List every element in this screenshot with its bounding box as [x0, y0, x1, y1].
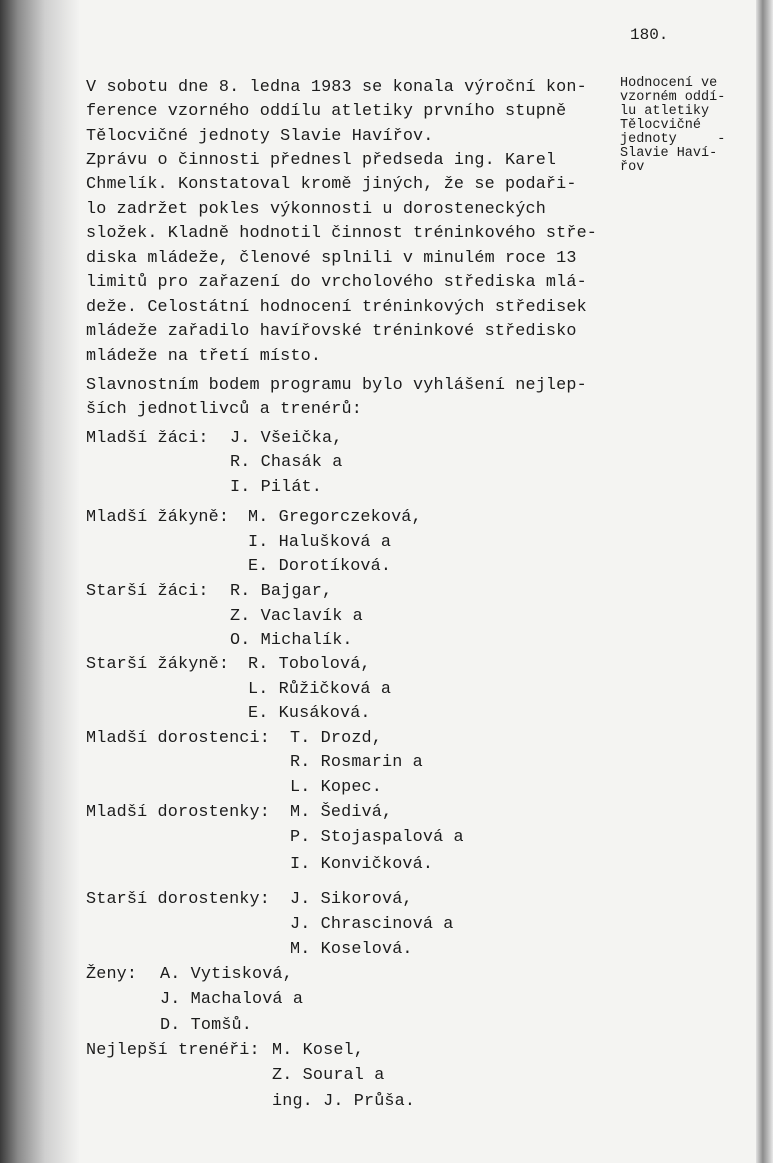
- body-line: deže. Celostátní hodnocení tréninkových středisek: [86, 298, 587, 317]
- award-name: R. Bajgar,: [230, 582, 333, 601]
- body-line: diska mládeže, členové splnili v minulém roce 13: [86, 249, 577, 268]
- award-name: E. Kusáková.: [248, 704, 371, 723]
- margin-note-line: Tělocvičné: [620, 118, 702, 133]
- award-category: Starší žákyně:: [86, 655, 230, 674]
- body-line: Zprávu o činnosti přednesl předseda ing. Karel: [86, 151, 557, 170]
- award-category: Mladší žáci:: [86, 429, 209, 448]
- award-name: M. Koselová.: [290, 940, 413, 959]
- award-name: I. Konvičková.: [290, 855, 434, 874]
- award-name: D. Tomšů.: [160, 1016, 252, 1035]
- award-name: L. Kopec.: [290, 778, 382, 797]
- body-line: mládeže na třetí místo.: [86, 347, 322, 366]
- body-line: V sobotu dne 8. ledna 1983 se konala výroční kon-: [86, 78, 587, 97]
- margin-note-line: Slavie Haví-: [620, 146, 718, 161]
- page-number: 180.: [630, 26, 669, 44]
- award-name: E. Dorotíková.: [248, 557, 392, 576]
- body-line: ších jednotlivců a trenérů:: [86, 400, 362, 419]
- award-name: I. Halušková a: [248, 533, 392, 552]
- margin-note-line: Hodnocení ve: [620, 76, 718, 91]
- award-name: M. Kosel,: [272, 1041, 364, 1060]
- award-category: Mladší dorostenky:: [86, 803, 270, 822]
- award-name: R. Tobolová,: [248, 655, 371, 674]
- body-line: Tělocvičné jednoty Slavie Havířov.: [86, 127, 434, 146]
- award-name: J. Sikorová,: [290, 890, 413, 909]
- body-line: ference vzorného oddílu atletiky prvního stupně: [86, 102, 567, 121]
- award-name: M. Gregorczeková,: [248, 508, 422, 527]
- body-line: lo zadržet pokles výkonnosti u dorosteneckých: [86, 200, 546, 219]
- body-line: Chmelík. Konstatoval kromě jiných, že se podaři-: [86, 175, 577, 194]
- margin-note-line: jednoty -: [620, 132, 726, 147]
- award-name: J. Všeička,: [230, 429, 343, 448]
- award-name: O. Michalík.: [230, 631, 353, 650]
- award-name: R. Rosmarin a: [290, 753, 423, 772]
- body-line: Slavnostním bodem programu bylo vyhlášení nejlep-: [86, 376, 587, 395]
- award-category: Nejlepší trenéři:: [86, 1041, 260, 1060]
- scan-right-edge: [756, 0, 773, 1163]
- award-category: Mladší žákyně:: [86, 508, 230, 527]
- award-category: Starší dorostenky:: [86, 890, 270, 909]
- body-line: složek. Kladně hodnotil činnost tréninkového stře-: [86, 224, 598, 243]
- award-name: M. Šedivá,: [290, 803, 393, 822]
- award-name: ing. J. Průša.: [272, 1092, 416, 1111]
- award-category: Starší žáci:: [86, 582, 209, 601]
- award-name: R. Chasák a: [230, 453, 343, 472]
- margin-note-line: řov: [620, 160, 645, 175]
- body-line: mládeže zařadilo havířovské tréninkové středisko: [86, 322, 577, 341]
- award-name: J. Chrascinová a: [290, 915, 454, 934]
- award-name: Z. Vaclavík a: [230, 607, 363, 626]
- award-name: Z. Soural a: [272, 1066, 385, 1085]
- award-category: Mladší dorostenci:: [86, 729, 270, 748]
- award-category: Ženy:: [86, 965, 138, 984]
- margin-note-line: vzorném oddí-: [620, 90, 726, 105]
- award-name: I. Pilát.: [230, 478, 322, 497]
- award-name: P. Stojaspalová a: [290, 828, 464, 847]
- margin-note-line: lu atletiky: [620, 104, 710, 119]
- award-name: L. Růžičková a: [248, 680, 392, 699]
- award-name: T. Drozd,: [290, 729, 382, 748]
- scan-left-shadow: [0, 0, 80, 1163]
- award-name: J. Machalová a: [160, 990, 304, 1009]
- award-name: A. Vytisková,: [160, 965, 293, 984]
- body-line: limitů pro zařazení do vrcholového střediska mlá-: [86, 273, 587, 292]
